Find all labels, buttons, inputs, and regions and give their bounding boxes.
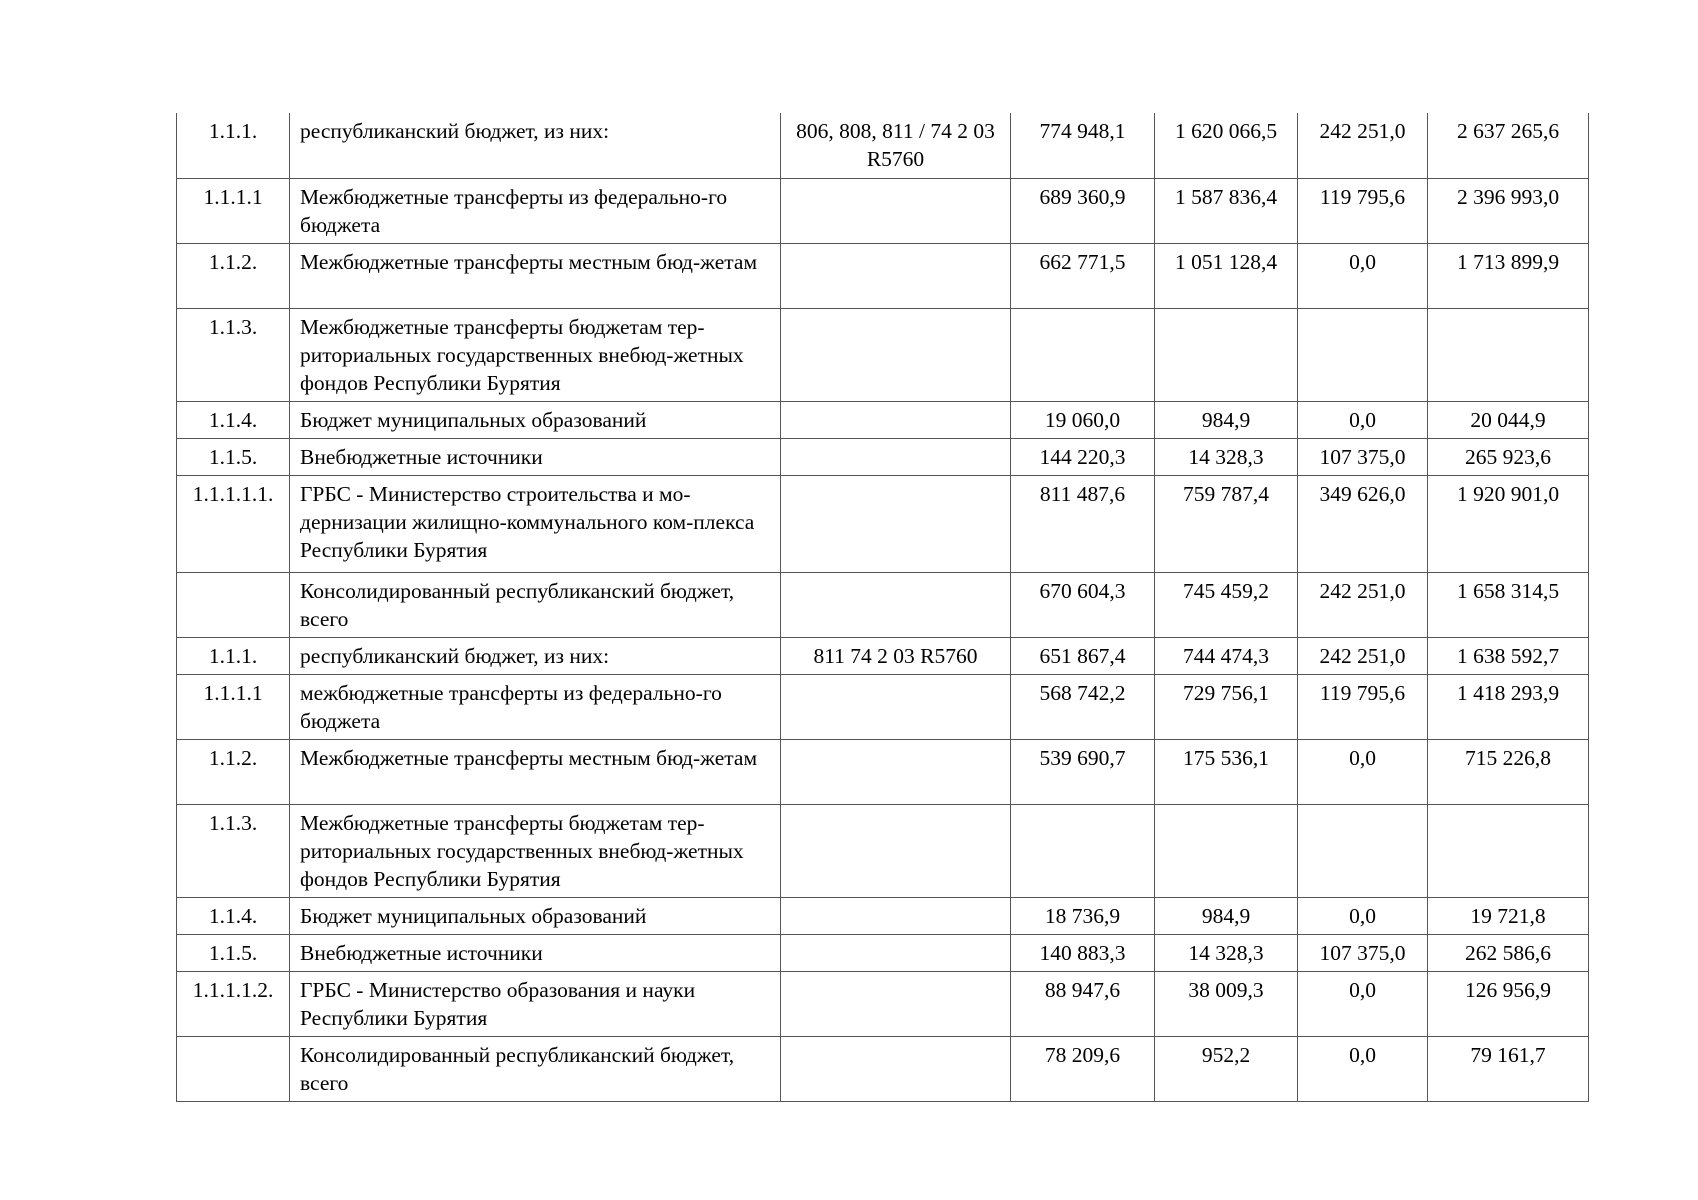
row-value-1: 539 690,7: [1011, 739, 1155, 804]
row-kbk: 811 74 2 03 R5760: [781, 637, 1011, 674]
table-row: [177, 401, 1589, 438]
row-total: 1 713 899,9: [1428, 243, 1589, 308]
table-row: [177, 637, 1589, 674]
row-value-2: 1 620 066,5: [1155, 113, 1298, 178]
row-code: 1.1.3.: [177, 308, 290, 401]
row-name: Внебюджетные источники: [290, 438, 781, 475]
row-code: 1.1.5.: [177, 438, 290, 475]
row-total: 126 956,9: [1428, 971, 1589, 1036]
table-row: [177, 674, 1589, 739]
row-value-2: 14 328,3: [1155, 438, 1298, 475]
row-value-2: 952,2: [1155, 1036, 1298, 1101]
row-kbk: 806, 808, 811 / 74 2 03 R5760: [781, 113, 1011, 178]
row-value-1: 670 604,3: [1011, 572, 1155, 637]
row-name: Межбюджетные трансферты бюджетам тер-риториальных государственных внебюд-жетных фондов Республики Бурятия: [290, 804, 781, 897]
row-value-3: 107 375,0: [1298, 934, 1428, 971]
row-kbk: [781, 934, 1011, 971]
table-row: [177, 971, 1589, 1036]
row-value-2: 14 328,3: [1155, 934, 1298, 971]
row-code: 1.1.1.: [177, 637, 290, 674]
row-value-1: 651 867,4: [1011, 637, 1155, 674]
row-value-1: 811 487,6: [1011, 475, 1155, 572]
row-name: Бюджет муниципальных образований: [290, 401, 781, 438]
table-row: [177, 897, 1589, 934]
row-value-2: 984,9: [1155, 401, 1298, 438]
row-total: 2 396 993,0: [1428, 178, 1589, 243]
row-value-1: 689 360,9: [1011, 178, 1155, 243]
row-value-2: 1 051 128,4: [1155, 243, 1298, 308]
row-kbk: [781, 897, 1011, 934]
row-total: 79 161,7: [1428, 1036, 1589, 1101]
row-value-3: 119 795,6: [1298, 674, 1428, 739]
row-total: 1 658 314,5: [1428, 572, 1589, 637]
row-value-3: 0,0: [1298, 739, 1428, 804]
row-name: Внебюджетные источники: [290, 934, 781, 971]
row-value-2: 759 787,4: [1155, 475, 1298, 572]
row-value-3: 0,0: [1298, 897, 1428, 934]
row-value-1: 18 736,9: [1011, 897, 1155, 934]
row-total: 1 418 293,9: [1428, 674, 1589, 739]
row-value-2: 729 756,1: [1155, 674, 1298, 739]
row-total: 715 226,8: [1428, 739, 1589, 804]
row-name: Консолидированный республиканский бюджет, всего: [290, 1036, 781, 1101]
row-value-3: 242 251,0: [1298, 637, 1428, 674]
row-value-2: 1 587 836,4: [1155, 178, 1298, 243]
row-name: Межбюджетные трансферты бюджетам тер-риториальных государственных внебюд-жетных фондов Республики Бурятия: [290, 308, 781, 401]
row-code: 1.1.1.1.2.: [177, 971, 290, 1036]
table-row: [177, 1036, 1589, 1101]
row-code: 1.1.1.1: [177, 674, 290, 739]
table-row: [177, 804, 1589, 897]
budget-table: [176, 113, 1589, 1102]
row-value-1: 144 220,3: [1011, 438, 1155, 475]
row-value-3: [1298, 804, 1428, 897]
row-total: 20 044,9: [1428, 401, 1589, 438]
row-value-1: 140 883,3: [1011, 934, 1155, 971]
row-value-3: 119 795,6: [1298, 178, 1428, 243]
table-row: [177, 475, 1589, 572]
row-kbk: [781, 243, 1011, 308]
table-row: [177, 308, 1589, 401]
row-total: 2 637 265,6: [1428, 113, 1589, 178]
row-value-3: 0,0: [1298, 1036, 1428, 1101]
row-total: 1 920 901,0: [1428, 475, 1589, 572]
row-name: Бюджет муниципальных образований: [290, 897, 781, 934]
row-code: 1.1.1.1: [177, 178, 290, 243]
row-code: 1.1.3.: [177, 804, 290, 897]
row-kbk: [781, 674, 1011, 739]
row-name: Межбюджетные трансферты местным бюд-жетам: [290, 243, 781, 308]
row-code: 1.1.2.: [177, 739, 290, 804]
row-value-1: 774 948,1: [1011, 113, 1155, 178]
row-value-3: 0,0: [1298, 971, 1428, 1036]
row-kbk: [781, 308, 1011, 401]
row-name: Межбюджетные трансферты из федерально-го бюджета: [290, 178, 781, 243]
row-kbk: [781, 1036, 1011, 1101]
row-name: республиканский бюджет, из них:: [290, 637, 781, 674]
row-value-2: 38 009,3: [1155, 971, 1298, 1036]
row-kbk: [781, 739, 1011, 804]
row-code: [177, 572, 290, 637]
table-row: [177, 243, 1589, 308]
row-kbk: [781, 178, 1011, 243]
row-kbk: [781, 401, 1011, 438]
row-name: ГРБС - Министерство строительства и мо-дернизации жилищно-коммунального ком-плекса Республики Бурятия: [290, 475, 781, 572]
row-total: 262 586,6: [1428, 934, 1589, 971]
row-name: Консолидированный республиканский бюджет, всего: [290, 572, 781, 637]
row-value-1: 78 209,6: [1011, 1036, 1155, 1101]
table-row: [177, 178, 1589, 243]
row-code: 1.1.4.: [177, 897, 290, 934]
row-kbk: [781, 475, 1011, 572]
table-row: [177, 934, 1589, 971]
row-value-2: 744 474,3: [1155, 637, 1298, 674]
row-name: ГРБС - Министерство образования и науки Республики Бурятия: [290, 971, 781, 1036]
row-value-1: 568 742,2: [1011, 674, 1155, 739]
row-total: [1428, 308, 1589, 401]
row-value-3: 242 251,0: [1298, 113, 1428, 178]
row-value-2: 984,9: [1155, 897, 1298, 934]
row-value-2: 175 536,1: [1155, 739, 1298, 804]
row-value-3: 0,0: [1298, 401, 1428, 438]
row-code: [177, 1036, 290, 1101]
row-code: 1.1.2.: [177, 243, 290, 308]
table-row: [177, 113, 1589, 178]
row-kbk: [781, 572, 1011, 637]
row-kbk: [781, 971, 1011, 1036]
row-value-2: [1155, 308, 1298, 401]
row-code: 1.1.1.: [177, 113, 290, 178]
row-value-1: 19 060,0: [1011, 401, 1155, 438]
row-value-1: [1011, 308, 1155, 401]
row-total: [1428, 804, 1589, 897]
row-kbk: [781, 438, 1011, 475]
row-code: 1.1.5.: [177, 934, 290, 971]
row-value-3: 107 375,0: [1298, 438, 1428, 475]
row-value-2: [1155, 804, 1298, 897]
row-value-2: 745 459,2: [1155, 572, 1298, 637]
row-value-3: 349 626,0: [1298, 475, 1428, 572]
row-code: 1.1.4.: [177, 401, 290, 438]
row-name: Межбюджетные трансферты местным бюд-жетам: [290, 739, 781, 804]
row-total: 1 638 592,7: [1428, 637, 1589, 674]
row-value-1: 662 771,5: [1011, 243, 1155, 308]
row-value-3: 0,0: [1298, 243, 1428, 308]
row-value-1: [1011, 804, 1155, 897]
row-value-3: [1298, 308, 1428, 401]
row-total: 19 721,8: [1428, 897, 1589, 934]
table-row: [177, 739, 1589, 804]
row-name: межбюджетные трансферты из федерально-го бюджета: [290, 674, 781, 739]
row-name: республиканский бюджет, из них:: [290, 113, 781, 178]
row-value-3: 242 251,0: [1298, 572, 1428, 637]
row-total: 265 923,6: [1428, 438, 1589, 475]
row-value-1: 88 947,6: [1011, 971, 1155, 1036]
row-code: 1.1.1.1.1.: [177, 475, 290, 572]
table-body: [177, 113, 1589, 1101]
row-kbk: [781, 804, 1011, 897]
table-row: [177, 438, 1589, 475]
table-row: [177, 572, 1589, 637]
